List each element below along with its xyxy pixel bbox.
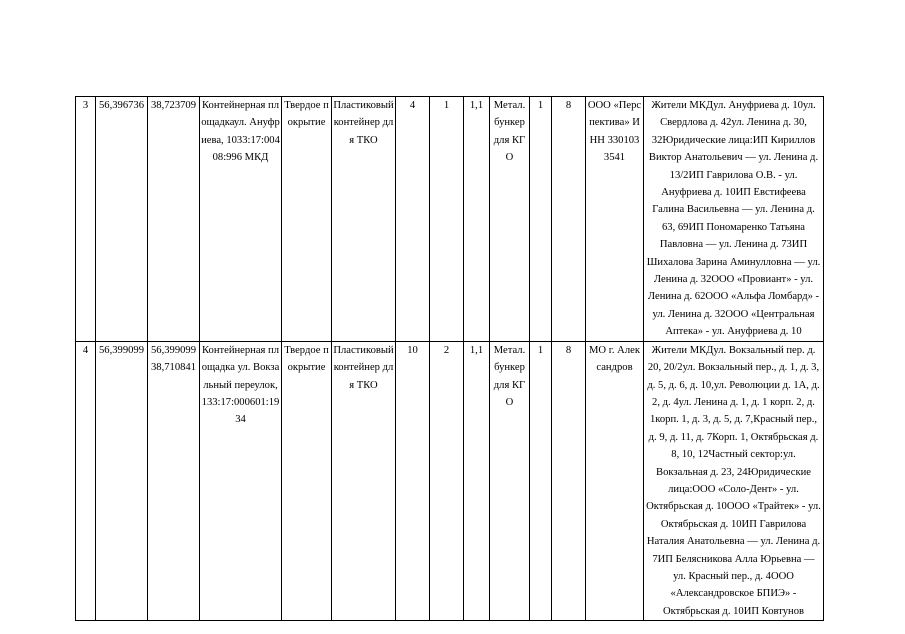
container-volume-cell: 1,1 (464, 341, 490, 621)
latitude-cell: 56,399099 (96, 341, 148, 621)
waste-sources-cell: Жители МКДул. Вокзальный пер. д. 20, 20/2ул. Вокзальный пер., д. 1, д. 3, д. 5, д. 6, д. 10,ул. Революции д. 1А, д. 2, д. 4ул. Ленина д. 1, д. 1 корп. 2, д. 1корп. 1, д. 3, д. 5, д. 7,Красный пер., д. 9, д. 11, д. 7Корп. 1, Октябрьская д. 8, 10, 12Частный сектор:ул. Вокзальная д. 23, 24Юридические лица:ООО «Соло-Дент» - ул. Октябрьская д. 10ООО «Трайтек» - ул. Октябрьская д. 10ИП Гаврилова Наталия Анатольевна — ул. Ленина д. 7ИП Белясникова Алла Юрьевна — ул. Красный пер., д. 4ООО «Александровское БПИЭ» - Октябрьская д. 10ИП Ковтунов (644, 341, 824, 621)
container-type-cell: Пластиковый контейнер для ТКО (332, 341, 396, 621)
bunker-count-cell: 1 (530, 341, 552, 621)
surface-cell: Твердое покрытие (282, 341, 332, 621)
location-cell: Контейнерная площадкаул. Ануфриева, 1033:17:00408:996 МКД (200, 97, 282, 342)
bunker-volume-cell: 8 (552, 97, 586, 342)
surface-cell: Твердое покрытие (282, 97, 332, 342)
register-table (75, 96, 824, 621)
longitude-cell: 56,399099 38,710841 (148, 341, 200, 621)
location-cell: Контейнерная площадка ул. Вокзальный переулок, 133:17:000601:1934 (200, 341, 282, 621)
bunker-volume-cell: 8 (552, 341, 586, 621)
owner-cell: ООО «Перспектива» ИНН 3301033541 (586, 97, 644, 342)
bunker-type-cell: Метал. бункер для КГО (490, 97, 530, 342)
latitude-cell: 56,396736 (96, 97, 148, 342)
table-row (76, 341, 824, 621)
container-count-2-cell: 2 (430, 341, 464, 621)
container-count-cell: 4 (396, 97, 430, 342)
container-count-2-cell: 1 (430, 97, 464, 342)
table-row (76, 97, 824, 342)
waste-sources-cell: Жители МКДул. Ануфриева д. 10ул. Свердлова д. 42ул. Ленина д. 30, 32Юридические лица:ИП Кириллов Виктор Анатольевич — ул. Ленина д. 13/2ИП Гаврилова О.В. - ул. Ануфриева д. 10ИП Евстифеева Галина Васильевна — ул. Ленина д. 63, 69ИП Пономаренко Татьяна Павловна — ул. Ленина д. 73ИП Шихалова Зарина Аминулловна — ул. Ленина д. 32ООО «Провиант» - ул. Ленина д. 62ООО «Альфа Ломбард» - ул. Ленина д. 32ООО «Центральная Аптека» - ул. Ануфриева д. 10 (644, 97, 824, 342)
container-type-cell: Пластиковый контейнер для ТКО (332, 97, 396, 342)
container-volume-cell: 1,1 (464, 97, 490, 342)
container-count-cell: 10 (396, 341, 430, 621)
owner-cell: МО г. Александров (586, 341, 644, 621)
row-number: 4 (76, 341, 96, 621)
longitude-cell: 38,723709 (148, 97, 200, 342)
bunker-count-cell: 1 (530, 97, 552, 342)
bunker-type-cell: Метал. бункер для КГО (490, 341, 530, 621)
row-number: 3 (76, 97, 96, 342)
